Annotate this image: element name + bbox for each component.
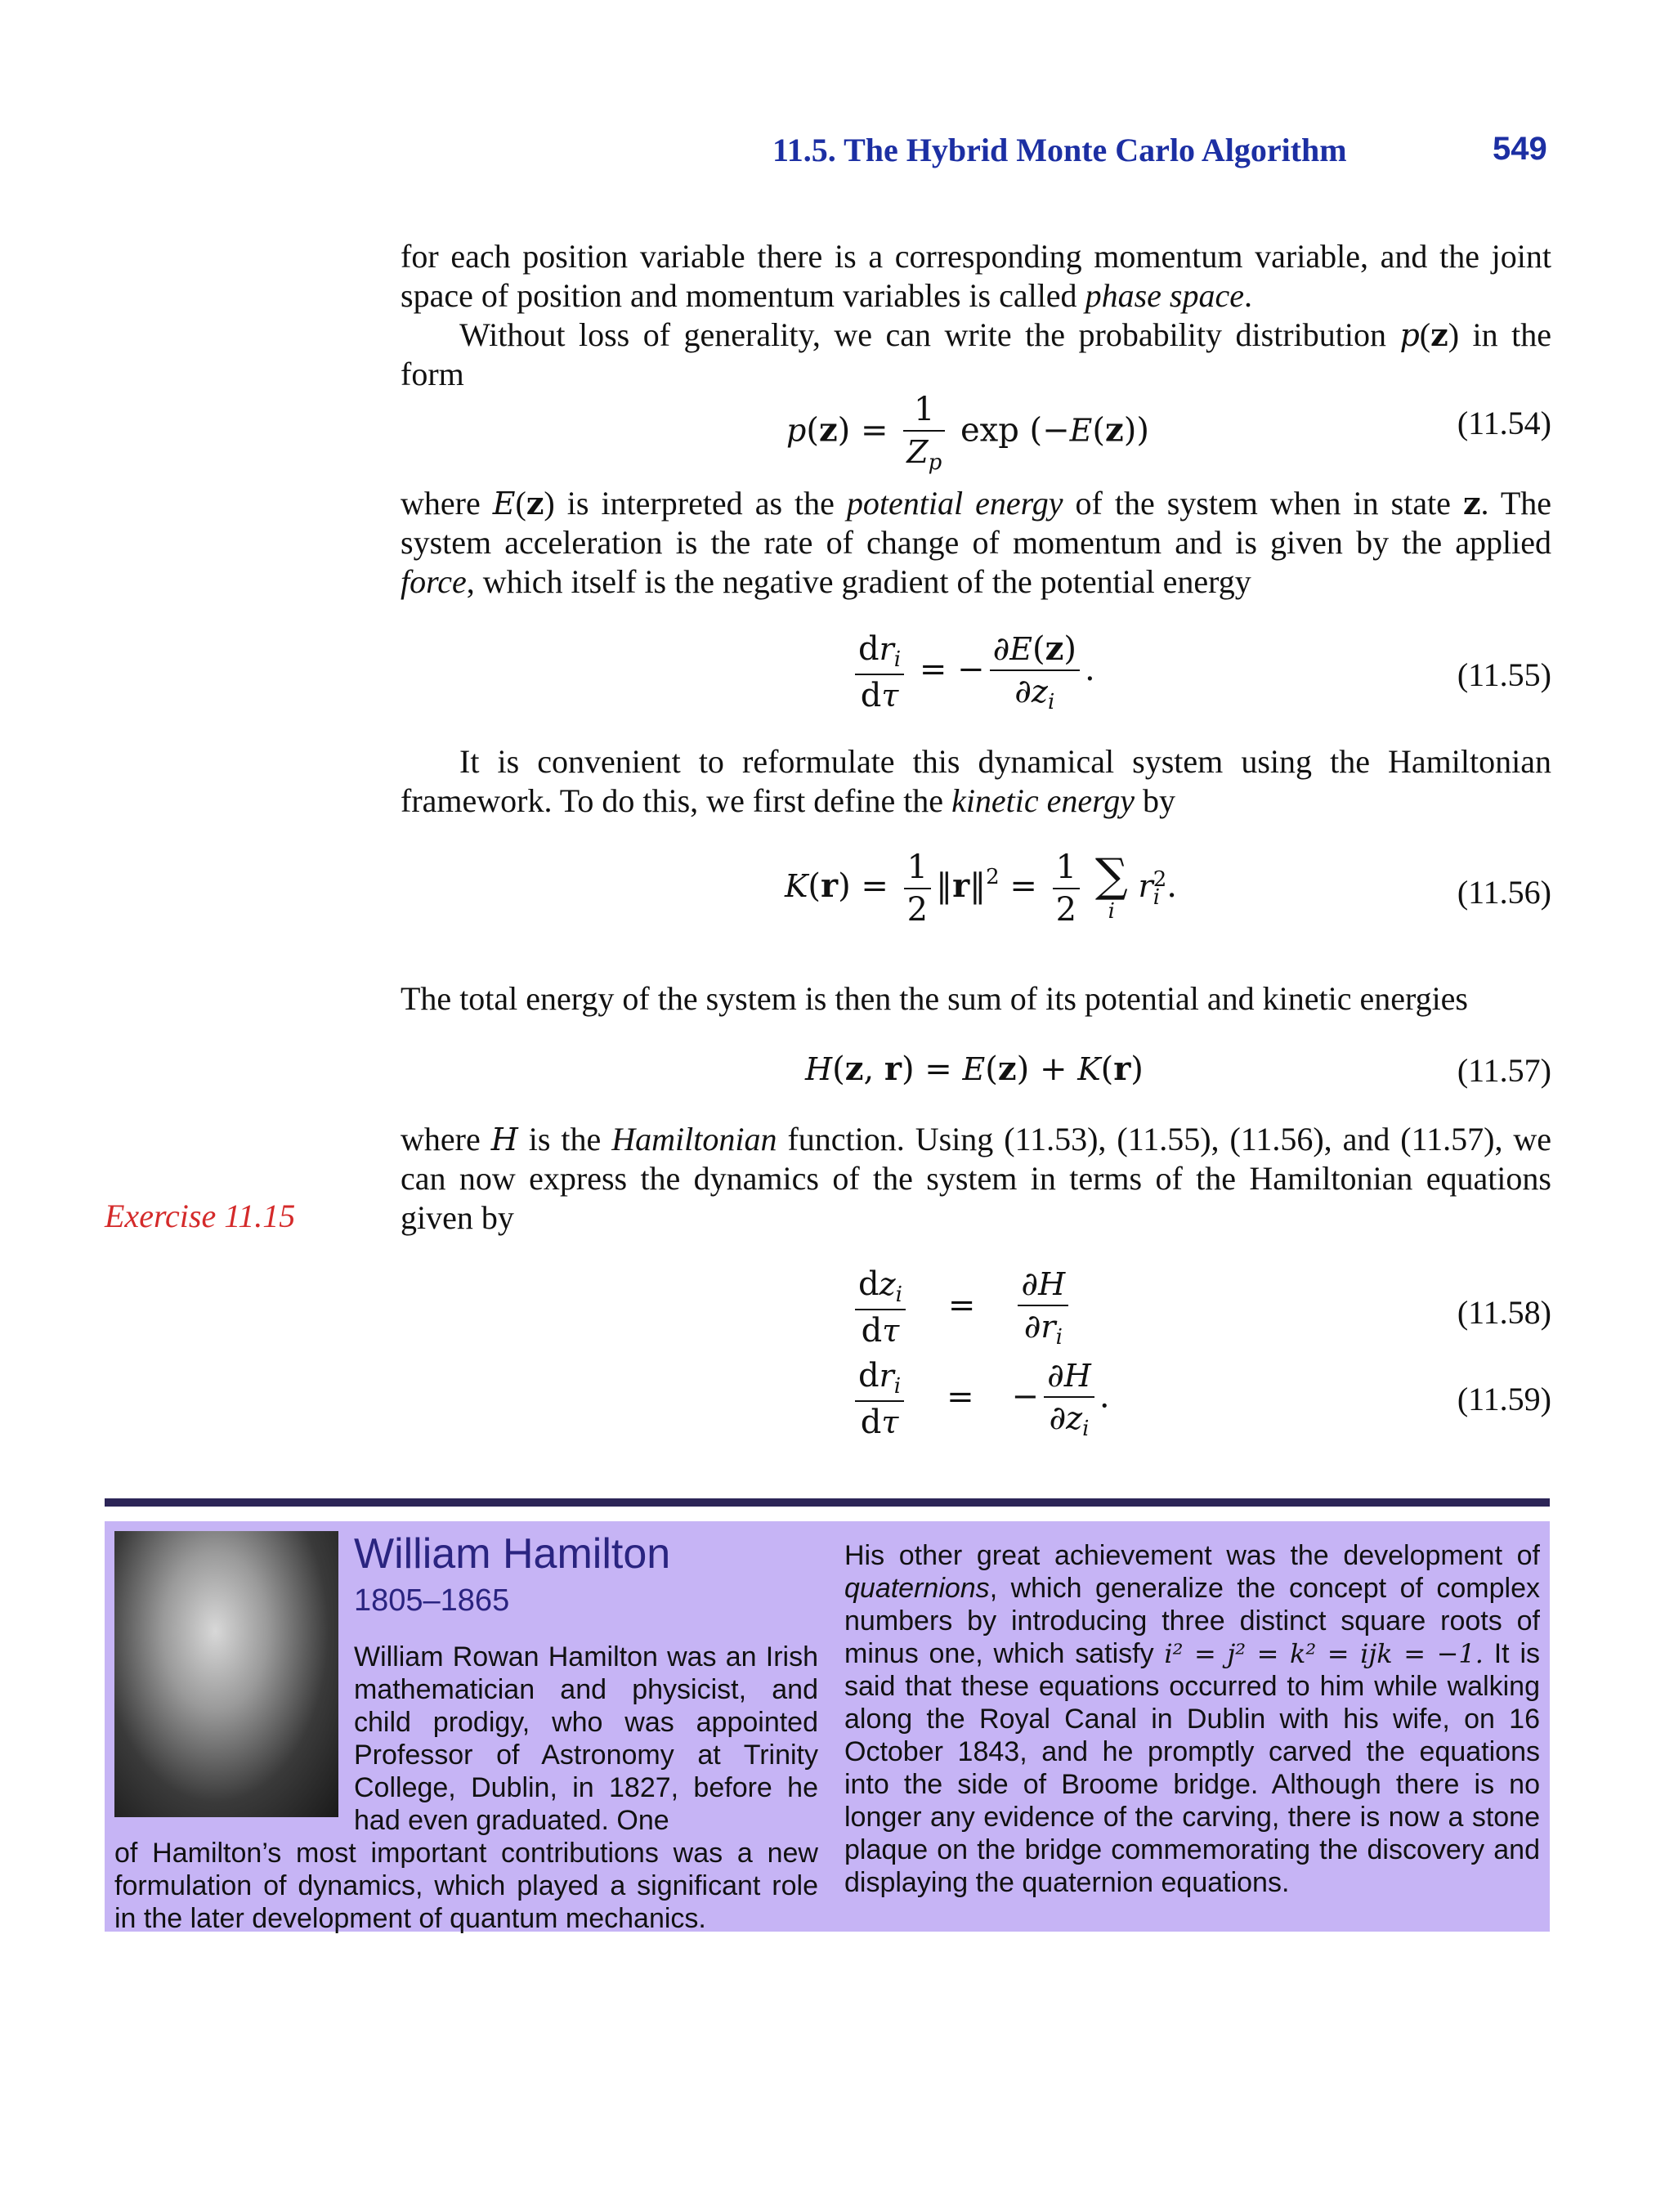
- equation-11-56: K(r) = $\frac{1}{2}$ ‖r‖$^2$ = $\frac{1}{2}$ ∑ i r 2 i .: [785, 849, 1177, 929]
- equation-number-11-58: (11.58): [1457, 1294, 1551, 1331]
- paragraph-kinetic-energy: It is convenient to reformulate this dynamical system using the Hamiltonian framework. To do this, we first define the kinetic energy by: [401, 743, 1551, 819]
- page-number: 549: [1493, 131, 1547, 167]
- portrait-image: [114, 1531, 338, 1817]
- exercise-reference-link[interactable]: Exercise 11.15: [105, 1198, 296, 1234]
- equation-11-55: $\frac{dr_i}{d\tau}$ = − $\frac{\partial E(z)}{\partial z_i}$ .: [850, 629, 1095, 714]
- equation-11-57: H(z, r) = E(z) + K(r): [805, 1050, 1144, 1088]
- paragraph-total-energy: The total energy of the system is then the sum of its potential and kinetic energies: [401, 980, 1468, 1017]
- equation-number-11-54: (11.54): [1457, 405, 1551, 441]
- biography-divider: [105, 1498, 1550, 1507]
- equation-11-58: $\frac{dz_i}{d\tau}$ = $\frac{\partial H}{\partial r_i}$: [850, 1265, 1073, 1350]
- equation-11-59: $\frac{dr_i}{d\tau}$ = − $\frac{\partial H}{\partial z_i}$ .: [850, 1357, 1110, 1441]
- biography-years: 1805–1865: [354, 1583, 510, 1618]
- equation-number-11-59: (11.59): [1457, 1381, 1551, 1417]
- paragraph-probability-intro: Without loss of generality, we can write the probability distribution p(z) in the form: [401, 316, 1551, 392]
- equation-11-54: p(z) = $\frac{1}{Z_p}$ exp (−E(z)): [786, 391, 1149, 475]
- biography-box: [105, 1521, 1550, 1932]
- equation-number-11-57: (11.57): [1457, 1052, 1551, 1089]
- biography-left-text: William Rowan Hamilton was an Irish mathematician and physicist, and child prodigy, who was appointed Professor of Astronomy at Trinity College, Dublin, in 1827, before he had even graduated. One: [354, 1641, 818, 1836]
- biography-name: William Hamilton: [354, 1530, 671, 1578]
- paragraph-phase-space: for each position variable there is a corresponding momentum variable, and the joint space of position and momentum variables is called phase space.: [401, 238, 1551, 314]
- paragraph-potential-energy: where E(z) is interpreted as the potential energy of the system when in state z. The system acceleration is the rate of change of momentum and is given by the applied force, which itself is the negative gradient of the potential energy: [401, 485, 1552, 600]
- biography-right-text: His other great achievement was the development of quaternions, which generalize the concept of complex numbers by introducing three distinct square roots of minus one, which satisfy i² = j² = k² = ijk = −1. It is said that these equations occurred to him while walking along the Royal Canal in Dublin with his wife, on 16 October 1843, and he promptly carved the equations into the side of Broome bridge. Although there is no longer any evidence of the carving, there is now a stone plaque on the bridge commemorating the discovery and displaying the quaternion equations.: [844, 1540, 1540, 1898]
- equation-number-11-56: (11.56): [1457, 874, 1551, 911]
- biography-left-text-continued: of Hamilton’s most important contributions was a new formulation of dynamics, which played a significant role in the later development of quantum mechanics.: [114, 1838, 818, 1934]
- equation-number-11-55: (11.55): [1457, 656, 1551, 693]
- paragraph-hamiltonian: where H is the Hamiltonian function. Using (11.53), (11.55), (11.56), and (11.57), we can now express the dynamics of the system in terms of the Hamiltonian equations given by: [401, 1121, 1552, 1236]
- section-title: 11.5. The Hybrid Monte Carlo Algorithm: [772, 132, 1347, 168]
